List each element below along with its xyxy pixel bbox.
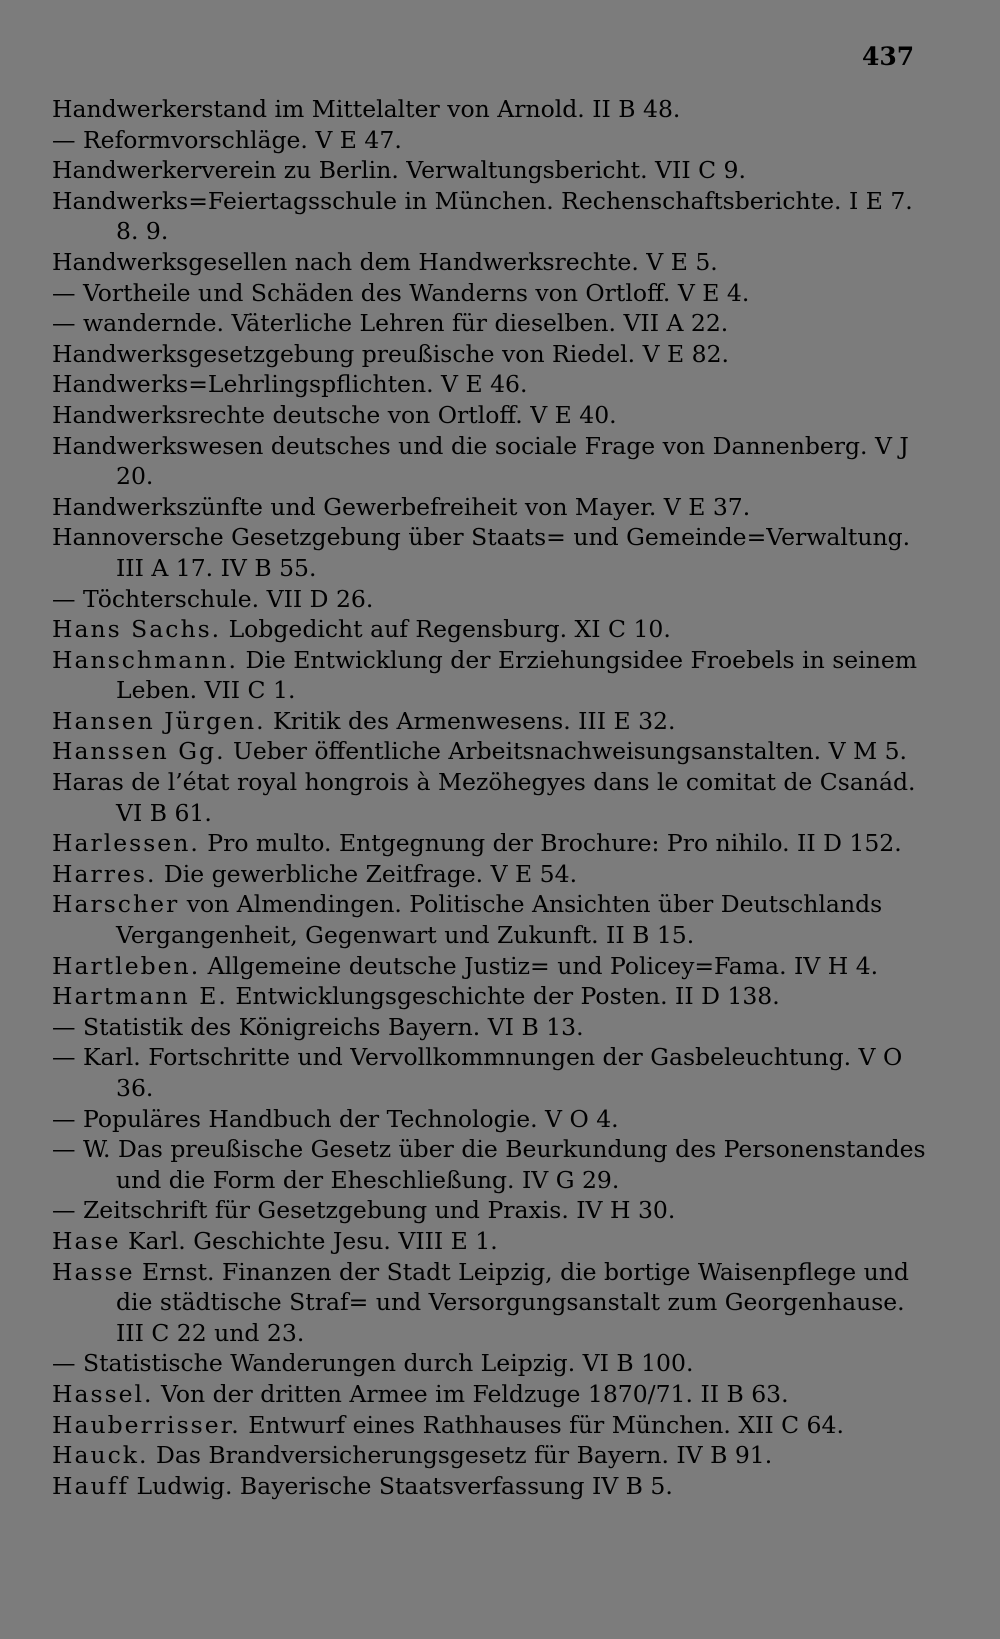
index-entry — [52, 400, 932, 431]
entry-text: Haras de l’état royal hongrois à Mezöhegyes dans le comitat de Csanád. VI B 61. — [52, 768, 916, 827]
index-entry — [52, 1257, 932, 1349]
entry-author-name: Hans Sachs. — [52, 615, 222, 644]
index-entry — [52, 431, 932, 492]
entry-text: — Statistische Wanderungen durch Leipzig. VI B 100. — [52, 1349, 694, 1378]
entry-text: Die gewerbliche Zeitfrage. V E 54. — [156, 859, 578, 888]
index-entry — [52, 1226, 932, 1257]
index-entry — [52, 981, 932, 1012]
entry-text: Ludwig. Bayerische Staatsverfassung IV B 5. — [129, 1471, 673, 1500]
index-entry — [52, 1042, 932, 1103]
index-entry — [52, 492, 932, 523]
entry-text: Hannoversche Gesetzgebung über Staats= und Gemeinde=Verwaltung. III A 17. IV B 55. — [52, 523, 911, 582]
index-entry — [52, 94, 932, 125]
entry-text: — Töchterschule. VII D 26. — [52, 584, 374, 613]
index-entry — [52, 308, 932, 339]
entry-text: — Populäres Handbuch der Technologie. V O 4. — [52, 1104, 619, 1133]
index-entry — [52, 736, 932, 767]
entry-text: Kritik des Armenwesens. III E 32. — [265, 706, 676, 735]
index-entry — [52, 859, 932, 890]
entry-author-name: Hartleben. — [52, 951, 201, 980]
index-entry — [52, 1410, 932, 1441]
index-entry — [52, 186, 932, 247]
entry-author-name: Hauberrisser. — [52, 1410, 241, 1439]
entry-text: Handwerksrechte deutsche von Ortloff. V E 40. — [52, 400, 617, 429]
entry-text: Handwerkerverein zu Berlin. Verwaltungsbericht. VII C 9. — [52, 156, 746, 185]
entry-text: Handwerkswesen deutsches und die sociale Frage von Dannenberg. V J 20. — [52, 431, 909, 491]
index-entry — [52, 247, 932, 278]
index-entry — [52, 584, 932, 615]
entry-text: Handwerksgesellen nach dem Handwerksrechte. V E 5. — [52, 247, 718, 276]
entry-author-name: Hansen Jürgen. — [52, 706, 266, 735]
index-entry — [52, 614, 932, 645]
entry-text: Handwerksgesetzgebung preußische von Riedel. V E 82. — [52, 339, 730, 368]
entry-author-name: Hasse — [52, 1257, 135, 1286]
index-entry — [52, 1379, 932, 1410]
entry-text: — wandernde. Väterliche Lehren für dieselben. VII A 22. — [52, 309, 729, 338]
entry-text: — Zeitschrift für Gesetzgebung und Praxis. IV H 30. — [52, 1196, 676, 1225]
index-entry — [52, 1471, 932, 1502]
entry-text: Pro multo. Entgegnung der Brochure: Pro nihilo. II D 152. — [199, 829, 902, 858]
index-entry — [52, 1348, 932, 1379]
index-entry — [52, 1012, 932, 1043]
entry-author-name: Harlessen. — [52, 829, 200, 858]
entry-text: Ernst. Finanzen der Stadt Leipzig, die bortige Waisenpflege und die städtische Straf= und Versorgungsanstalt zum Georgenhause. III C 22 und 23. — [116, 1257, 909, 1347]
index-entry — [52, 767, 932, 828]
entry-author-name: Hauck. — [52, 1441, 149, 1470]
index-entry — [52, 155, 932, 186]
entry-text: von Almendingen. Politische Ansichten über Deutschlands Vergangenheit, Gegenwart und Zukunft. II B 15. — [116, 890, 883, 950]
entry-text: Handwerks=Feiertagsschule in München. Rechenschaftsberichte. I E 7. 8. 9. — [52, 186, 913, 246]
entry-text: Karl. Geschichte Jesu. VIII E 1. — [120, 1226, 498, 1255]
entry-text: — Reformvorschläge. V E 47. — [52, 125, 402, 154]
entry-author-name: Hanssen Gg. — [52, 737, 226, 766]
index-entry — [52, 1104, 932, 1135]
index-entry — [52, 278, 932, 309]
entry-text: — Karl. Fortschritte und Vervollkommnungen der Gasbeleuchtung. V O 36. — [52, 1043, 903, 1102]
page-number: 437 — [862, 42, 915, 71]
index-entry — [52, 125, 932, 156]
index-entry — [52, 339, 932, 370]
entry-text: Entwurf eines Rathhauses für München. XII C 64. — [240, 1410, 844, 1439]
index-entry — [52, 1440, 932, 1471]
index-entry — [52, 889, 932, 950]
entry-text: Handwerkerstand im Mittelalter von Arnold. II B 48. — [52, 95, 681, 123]
index-entry — [52, 645, 932, 706]
entry-author-name: Hauff — [52, 1471, 130, 1500]
index-entry — [52, 522, 932, 583]
index-entry — [52, 828, 932, 859]
entry-text: — W. Das preußische Gesetz über die Beurkundung des Personenstandes und die Form der Eheschließung. IV G 29. — [52, 1135, 926, 1194]
entry-author-name: Hassel. — [52, 1379, 154, 1408]
index-entry — [52, 369, 932, 400]
entry-author-name: Hase — [52, 1226, 121, 1255]
index-entry — [52, 706, 932, 737]
entry-text: Entwicklungsgeschichte der Posten. II D 138. — [227, 982, 780, 1011]
entry-text: Allgemeine deutsche Justiz= und Policey=Fama. IV H 4. — [200, 951, 879, 980]
entry-author-name: Hartmann E. — [52, 982, 228, 1011]
entry-text: — Statistik des Königreichs Bayern. VI B 13. — [52, 1012, 584, 1041]
entry-text: Handwerks=Lehrlingspflichten. V E 46. — [52, 370, 528, 399]
entry-text: Ueber öffentliche Arbeitsnachweisungsanstalten. V M 5. — [225, 737, 908, 766]
entry-text: Das Brandversicherungsgesetz für Bayern. IV B 91. — [148, 1441, 773, 1470]
entry-author-name: Hanschmann. — [52, 645, 239, 674]
entry-text: Von der dritten Armee im Feldzuge 1870/71. II B 63. — [153, 1379, 789, 1408]
entry-text: Die Entwicklung der Erziehungsidee Froebels in seinem Leben. VII C 1. — [116, 645, 918, 705]
entry-text: Handwerkszünfte und Gewerbefreiheit von Mayer. V E 37. — [52, 492, 751, 521]
entry-author-name: Harres. — [52, 859, 157, 888]
index-entry — [52, 951, 932, 982]
entry-author-name: Harscher — [52, 890, 180, 919]
index-entry — [52, 1195, 932, 1226]
index-entry-list — [52, 94, 932, 1501]
index-entry — [52, 1134, 932, 1195]
entry-text: — Vortheile und Schäden des Wanderns von Ortloff. V E 4. — [52, 278, 750, 307]
entry-text: Lobgedicht auf Regensburg. XI C 10. — [221, 615, 671, 644]
